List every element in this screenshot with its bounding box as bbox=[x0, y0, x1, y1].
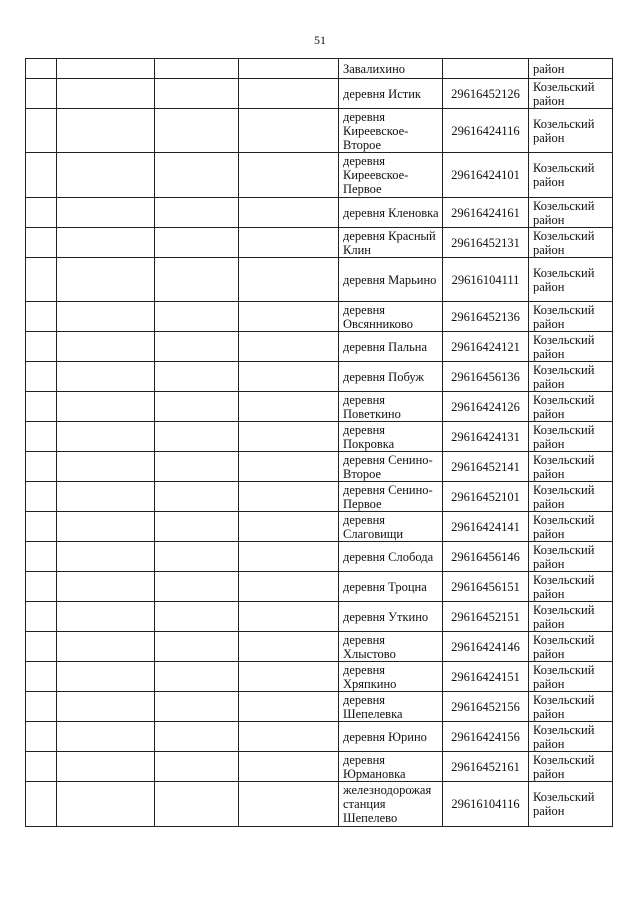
empty-cell bbox=[26, 198, 57, 228]
empty-cell bbox=[57, 662, 155, 692]
empty-cell bbox=[57, 362, 155, 392]
table-row bbox=[26, 79, 613, 109]
district-cell: Козельский район bbox=[529, 198, 613, 228]
settlement-name-cell: деревня Истик bbox=[339, 79, 443, 109]
settlement-name-cell: железнодорожая станция Шепелево bbox=[339, 782, 443, 827]
table-row bbox=[26, 752, 613, 782]
empty-cell bbox=[239, 602, 339, 632]
empty-cell bbox=[26, 722, 57, 752]
district-cell: район bbox=[529, 59, 613, 79]
district-cell: Козельский район bbox=[529, 542, 613, 572]
empty-cell bbox=[239, 59, 339, 79]
empty-cell bbox=[155, 228, 239, 258]
district-cell: Козельский район bbox=[529, 482, 613, 512]
oktmo-code-cell: 29616424121 bbox=[443, 332, 529, 362]
settlement-name-cell: деревня Сенино-Первое bbox=[339, 482, 443, 512]
empty-cell bbox=[155, 302, 239, 332]
empty-cell bbox=[57, 228, 155, 258]
empty-cell bbox=[57, 602, 155, 632]
empty-cell bbox=[57, 722, 155, 752]
empty-cell bbox=[155, 198, 239, 228]
table-row bbox=[26, 59, 613, 79]
empty-cell bbox=[26, 228, 57, 258]
oktmo-code-cell: 29616452156 bbox=[443, 692, 529, 722]
district-cell: Козельский район bbox=[529, 109, 613, 153]
oktmo-code-cell: 29616452126 bbox=[443, 79, 529, 109]
settlement-name-cell: деревня Троцна bbox=[339, 572, 443, 602]
empty-cell bbox=[239, 362, 339, 392]
empty-cell bbox=[239, 258, 339, 302]
empty-cell bbox=[239, 722, 339, 752]
empty-cell bbox=[57, 153, 155, 198]
oktmo-code-cell: 29616456136 bbox=[443, 362, 529, 392]
oktmo-code-cell: 29616424126 bbox=[443, 392, 529, 422]
settlement-name-cell: деревня Юрмановка bbox=[339, 752, 443, 782]
empty-cell bbox=[155, 258, 239, 302]
empty-cell bbox=[155, 782, 239, 827]
district-cell: Козельский район bbox=[529, 632, 613, 662]
empty-cell bbox=[57, 692, 155, 722]
table-row bbox=[26, 632, 613, 662]
table-row bbox=[26, 258, 613, 302]
district-cell: Козельский район bbox=[529, 692, 613, 722]
empty-cell bbox=[26, 422, 57, 452]
district-cell: Козельский район bbox=[529, 302, 613, 332]
empty-cell bbox=[26, 692, 57, 722]
empty-cell bbox=[155, 602, 239, 632]
table-row bbox=[26, 512, 613, 542]
empty-cell bbox=[239, 692, 339, 722]
empty-cell bbox=[239, 572, 339, 602]
empty-cell bbox=[57, 542, 155, 572]
table-row bbox=[26, 153, 613, 198]
empty-cell bbox=[26, 752, 57, 782]
empty-cell bbox=[57, 572, 155, 602]
empty-cell bbox=[26, 258, 57, 302]
table-row bbox=[26, 662, 613, 692]
empty-cell bbox=[57, 59, 155, 79]
empty-cell bbox=[26, 452, 57, 482]
empty-cell bbox=[26, 542, 57, 572]
oktmo-code-cell: 29616452161 bbox=[443, 752, 529, 782]
empty-cell bbox=[26, 482, 57, 512]
settlement-name-cell: деревня Киреевское-Второе bbox=[339, 109, 443, 153]
empty-cell bbox=[57, 198, 155, 228]
table-row bbox=[26, 452, 613, 482]
oktmo-code-cell: 29616456151 bbox=[443, 572, 529, 602]
page-number: 51 bbox=[314, 33, 326, 47]
empty-cell bbox=[57, 752, 155, 782]
settlement-name-cell: деревня Кленовка bbox=[339, 198, 443, 228]
empty-cell bbox=[155, 332, 239, 362]
empty-cell bbox=[57, 632, 155, 662]
district-cell: Козельский район bbox=[529, 452, 613, 482]
district-cell: Козельский район bbox=[529, 512, 613, 542]
empty-cell bbox=[57, 782, 155, 827]
district-cell: Козельский район bbox=[529, 362, 613, 392]
oktmo-code-cell: 29616424141 bbox=[443, 512, 529, 542]
table-row bbox=[26, 542, 613, 572]
empty-cell bbox=[155, 632, 239, 662]
empty-cell bbox=[26, 602, 57, 632]
empty-cell bbox=[26, 632, 57, 662]
district-cell: Козельский район bbox=[529, 752, 613, 782]
empty-cell bbox=[57, 452, 155, 482]
empty-cell bbox=[239, 228, 339, 258]
empty-cell bbox=[239, 752, 339, 782]
table-row bbox=[26, 302, 613, 332]
empty-cell bbox=[26, 512, 57, 542]
empty-cell bbox=[155, 662, 239, 692]
empty-cell bbox=[26, 332, 57, 362]
empty-cell bbox=[57, 258, 155, 302]
district-cell: Козельский район bbox=[529, 392, 613, 422]
settlement-name-cell: деревня Киреевское-Первое bbox=[339, 153, 443, 198]
empty-cell bbox=[239, 109, 339, 153]
empty-cell bbox=[26, 662, 57, 692]
empty-cell bbox=[155, 692, 239, 722]
empty-cell bbox=[155, 452, 239, 482]
empty-cell bbox=[155, 542, 239, 572]
settlement-name-cell: деревня Юрино bbox=[339, 722, 443, 752]
oktmo-code-cell: 29616424156 bbox=[443, 722, 529, 752]
empty-cell bbox=[26, 79, 57, 109]
empty-cell bbox=[239, 512, 339, 542]
oktmo-code-cell: 29616452141 bbox=[443, 452, 529, 482]
oktmo-code-cell: 29616452151 bbox=[443, 602, 529, 632]
district-cell: Козельский район bbox=[529, 258, 613, 302]
empty-cell bbox=[239, 662, 339, 692]
table-row bbox=[26, 109, 613, 153]
empty-cell bbox=[239, 302, 339, 332]
empty-cell bbox=[155, 482, 239, 512]
empty-cell bbox=[26, 109, 57, 153]
empty-cell bbox=[26, 782, 57, 827]
settlement-name-cell: деревня Побуж bbox=[339, 362, 443, 392]
oktmo-code-cell: 29616424151 bbox=[443, 662, 529, 692]
district-cell: Козельский район bbox=[529, 228, 613, 258]
table-row bbox=[26, 782, 613, 827]
empty-cell bbox=[155, 572, 239, 602]
oktmo-code-cell: 29616424146 bbox=[443, 632, 529, 662]
empty-cell bbox=[155, 512, 239, 542]
empty-cell bbox=[239, 632, 339, 662]
table-row bbox=[26, 572, 613, 602]
settlement-name-cell: деревня Хлыстово bbox=[339, 632, 443, 662]
district-cell: Козельский район bbox=[529, 572, 613, 602]
oktmo-code-cell: 29616104116 bbox=[443, 782, 529, 827]
empty-cell bbox=[57, 392, 155, 422]
empty-cell bbox=[155, 59, 239, 79]
empty-cell bbox=[239, 452, 339, 482]
table-row bbox=[26, 362, 613, 392]
empty-cell bbox=[239, 153, 339, 198]
empty-cell bbox=[26, 362, 57, 392]
oktmo-code-cell: 29616452136 bbox=[443, 302, 529, 332]
empty-cell bbox=[26, 572, 57, 602]
district-cell: Козельский район bbox=[529, 722, 613, 752]
empty-cell bbox=[239, 392, 339, 422]
empty-cell bbox=[26, 153, 57, 198]
district-cell: Козельский район bbox=[529, 662, 613, 692]
empty-cell bbox=[239, 422, 339, 452]
oktmo-code-cell: 29616424116 bbox=[443, 109, 529, 153]
oktmo-code-cell: 29616456146 bbox=[443, 542, 529, 572]
empty-cell bbox=[57, 482, 155, 512]
empty-cell bbox=[57, 332, 155, 362]
settlements-table bbox=[25, 58, 613, 827]
settlement-name-cell: деревня Пальна bbox=[339, 332, 443, 362]
oktmo-code-cell: 29616452131 bbox=[443, 228, 529, 258]
empty-cell bbox=[57, 109, 155, 153]
settlement-name-cell: деревня Уткино bbox=[339, 602, 443, 632]
oktmo-code-cell: 29616424161 bbox=[443, 198, 529, 228]
oktmo-code-cell: 29616104111 bbox=[443, 258, 529, 302]
table-row bbox=[26, 692, 613, 722]
empty-cell bbox=[239, 198, 339, 228]
empty-cell bbox=[57, 79, 155, 109]
empty-cell bbox=[26, 59, 57, 79]
settlement-name-cell: деревня Покровка bbox=[339, 422, 443, 452]
settlement-name-cell: деревня Красный Клин bbox=[339, 228, 443, 258]
settlement-name-cell: деревня Поветкино bbox=[339, 392, 443, 422]
empty-cell bbox=[26, 302, 57, 332]
empty-cell bbox=[239, 542, 339, 572]
empty-cell bbox=[239, 782, 339, 827]
empty-cell bbox=[155, 722, 239, 752]
settlement-name-cell: деревня Слаговищи bbox=[339, 512, 443, 542]
empty-cell bbox=[57, 422, 155, 452]
empty-cell bbox=[155, 422, 239, 452]
empty-cell bbox=[26, 392, 57, 422]
district-cell: Козельский район bbox=[529, 422, 613, 452]
empty-cell bbox=[239, 332, 339, 362]
oktmo-code-cell: 29616424101 bbox=[443, 153, 529, 198]
table-row bbox=[26, 332, 613, 362]
empty-cell bbox=[57, 512, 155, 542]
table-row bbox=[26, 198, 613, 228]
settlement-name-cell: Завалихино bbox=[339, 59, 443, 79]
table-row bbox=[26, 422, 613, 452]
empty-cell bbox=[155, 362, 239, 392]
oktmo-code-cell: 29616424131 bbox=[443, 422, 529, 452]
empty-cell bbox=[155, 109, 239, 153]
district-cell: Козельский район bbox=[529, 79, 613, 109]
empty-cell bbox=[155, 79, 239, 109]
table-row bbox=[26, 722, 613, 752]
settlement-name-cell: деревня Сенино-Второе bbox=[339, 452, 443, 482]
empty-cell bbox=[239, 79, 339, 109]
table-row bbox=[26, 482, 613, 512]
empty-cell bbox=[239, 482, 339, 512]
district-cell: Козельский район bbox=[529, 782, 613, 827]
empty-cell bbox=[155, 752, 239, 782]
settlement-name-cell: деревня Слобода bbox=[339, 542, 443, 572]
district-cell: Козельский район bbox=[529, 153, 613, 198]
settlement-name-cell: деревня Марьино bbox=[339, 258, 443, 302]
table-row bbox=[26, 602, 613, 632]
settlement-name-cell: деревня Хряпкино bbox=[339, 662, 443, 692]
district-cell: Козельский район bbox=[529, 332, 613, 362]
table-row bbox=[26, 228, 613, 258]
empty-cell bbox=[57, 302, 155, 332]
oktmo-code-cell: 29616452101 bbox=[443, 482, 529, 512]
table-row bbox=[26, 392, 613, 422]
empty-cell bbox=[155, 392, 239, 422]
settlement-name-cell: деревня Овсянниково bbox=[339, 302, 443, 332]
settlement-name-cell: деревня Шепелевка bbox=[339, 692, 443, 722]
oktmo-code-cell bbox=[443, 59, 529, 79]
empty-cell bbox=[155, 153, 239, 198]
district-cell: Козельский район bbox=[529, 602, 613, 632]
